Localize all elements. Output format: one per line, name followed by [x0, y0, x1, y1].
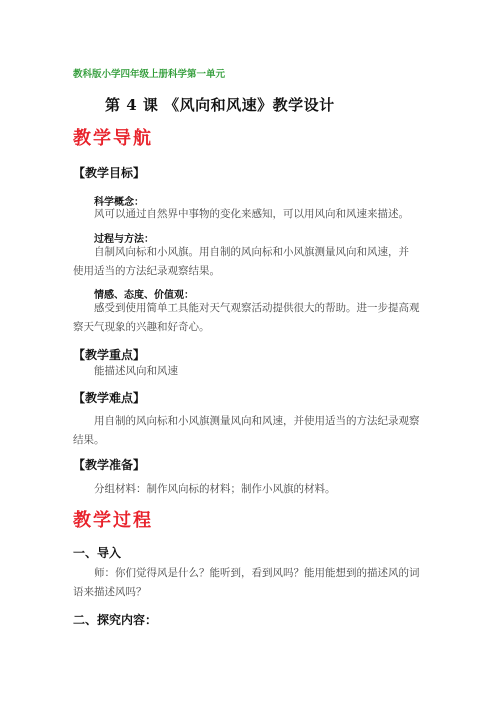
concept-text: 风可以通过自然界中事物的变化来感知，可以用风向和风速来描述。 [94, 208, 409, 220]
unit-subtitle: 教科版小学四年级上册科学第一单元 [73, 69, 226, 80]
step-intro-text: 师：你们觉得风是什么？能听到，看到风吗？能用能想到的描述风的词语来描述风吗？ [73, 567, 420, 598]
teaching-process-heading: 教学过程 [73, 510, 153, 531]
key-points-heading: 【教学重点】 [73, 348, 146, 362]
lesson-title: 第 4 课 《风向和风速》教学设计 [105, 96, 335, 114]
objectives-heading: 【教学目标】 [73, 166, 146, 180]
key-points-text: 能描述风向和风速 [94, 365, 178, 377]
teaching-guide-heading: 教学导航 [73, 128, 153, 149]
preparation-heading: 【教学准备】 [73, 458, 146, 472]
attitude-values-label: 情感、态度、价值观： [94, 290, 194, 301]
difficulties-heading: 【教学难点】 [73, 391, 146, 405]
step-explore-heading: 二、探究内容： [73, 613, 158, 627]
process-methods-label: 过程与方法： [94, 234, 154, 245]
attitude-values-text: 感受到使用简单工具能对天气观察活动提供很大的帮助。进一步提高观察天气现象的兴趣和好奇心。 [73, 302, 420, 333]
step-intro-heading: 一、导入 [73, 546, 122, 560]
process-methods-text: 自制风向标和小风旗。用自制的风向标和小风旗测量风向和风速，并使用适当的方法纪录观察结果。 [73, 246, 409, 277]
concept-label: 科学概念： [94, 197, 144, 208]
difficulties-text: 用自制的风向标和小风旗测量风向和风速，并使用适当的方法纪录观察结果。 [73, 415, 420, 446]
preparation-text: 分组材料：制作风向标的材料；制作小风旗的材料。 [94, 483, 336, 495]
